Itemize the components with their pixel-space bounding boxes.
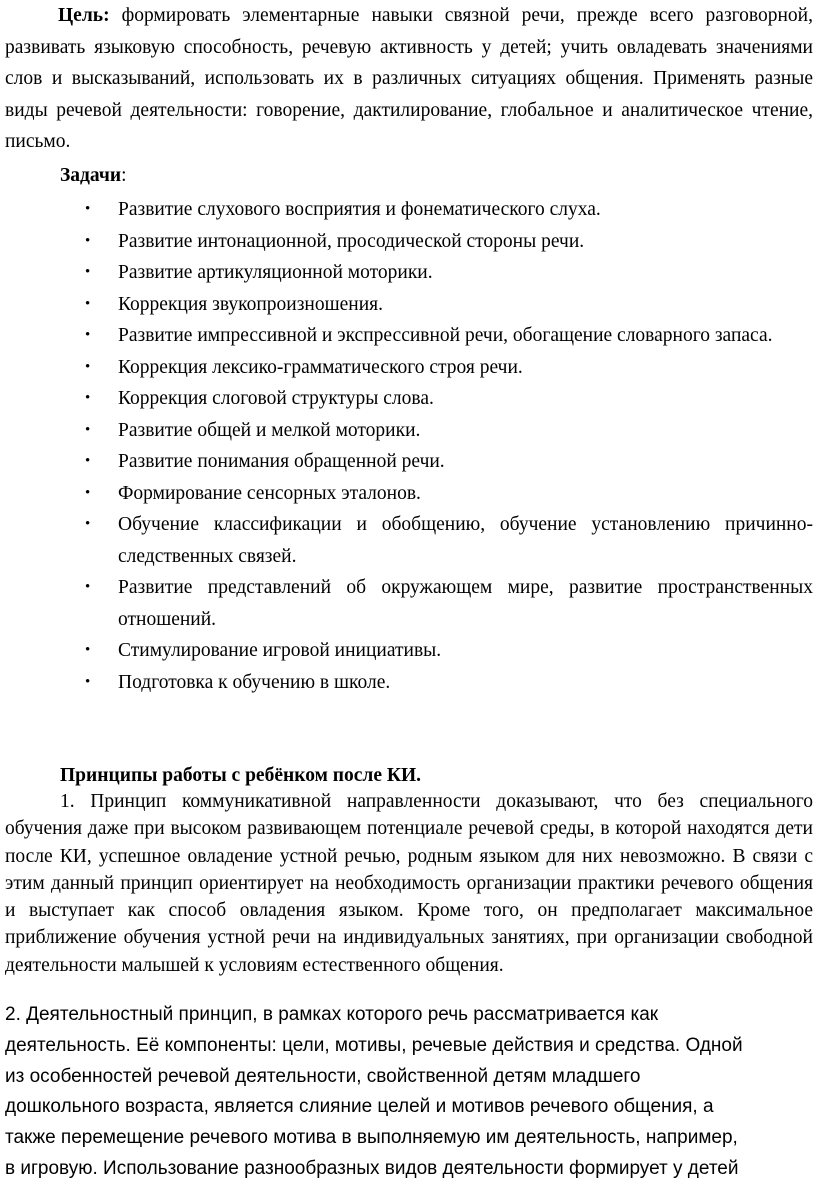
bullet-icon: • bbox=[85, 264, 91, 280]
list-item-text: Коррекция звукопроизношения. bbox=[118, 293, 384, 315]
list-item bbox=[0, 509, 816, 572]
list-item bbox=[0, 478, 816, 510]
tasks-list bbox=[0, 194, 816, 698]
list-item bbox=[0, 415, 816, 447]
list-item-text: Развитие интонационной, просодической стороны речи. bbox=[118, 230, 585, 252]
tasks-colon: : bbox=[121, 165, 127, 186]
list-item bbox=[0, 289, 816, 321]
list-item-text: Стимулирование игровой инициативы. bbox=[118, 640, 442, 661]
list-item-text: Развитие импрессивной и экспрессивной речи, обогащение словарного запаса. bbox=[118, 325, 773, 346]
list-item bbox=[0, 667, 816, 699]
bullet-icon: • bbox=[85, 390, 91, 406]
list-item bbox=[0, 194, 816, 226]
bullet-icon: • bbox=[85, 295, 91, 312]
list-item bbox=[0, 257, 816, 289]
list-item-text: Подготовка к обучению в школе. bbox=[118, 671, 391, 693]
goal-text: формировать элементарные навыки связной речи, прежде всего разговорной, развивать языковую способность, речевую активность у детей; учить овладевать значениями слов и высказываний, использовать их в различных ситуациях общения. Применять разные виды речевой деятельности: говорение, дактилирование, глобальное и аналитическое чтение, письмо. bbox=[5, 5, 813, 152]
principles-heading: Принципы работы с ребёнком после КИ. bbox=[60, 765, 422, 786]
list-item bbox=[0, 383, 816, 415]
bullet-icon: • bbox=[85, 453, 91, 469]
list-item bbox=[0, 226, 816, 258]
bullet-icon: • bbox=[85, 484, 91, 501]
list-item-text: Развитие представлений об окружающем мире, развитие пространственных отношений. bbox=[118, 577, 813, 630]
bullet-icon: • bbox=[85, 232, 91, 249]
list-item bbox=[0, 572, 816, 635]
list-item-text: Развитие слухового восприятия и фонематического слуха. bbox=[118, 199, 601, 220]
paragraph-line: из особенностей речевой деятельности, свойственной детям младшего bbox=[5, 1065, 641, 1087]
bullet-icon: • bbox=[85, 516, 91, 532]
bullet-icon: • bbox=[85, 358, 91, 375]
bullet-icon: • bbox=[85, 327, 91, 343]
bullet-icon: • bbox=[85, 579, 91, 595]
list-item-text: Обучение классификации и обобщению, обучение установлению причинно-следственных связей. bbox=[118, 514, 813, 567]
list-item bbox=[0, 446, 816, 478]
goal-paragraph bbox=[5, 0, 813, 158]
paragraph-line: дошкольного возраста, является слияние целей и мотивов речевого общения, а bbox=[5, 1096, 714, 1118]
tasks-label: Задачи bbox=[60, 165, 122, 186]
list-item-text: Формирование сенсорных эталонов. bbox=[118, 482, 421, 504]
goal-label: Цель: bbox=[58, 5, 110, 26]
paragraph-line: деятельность. Её компоненты: цели, мотивы, речевые действия и средства. Одной bbox=[5, 1034, 743, 1056]
list-item-text: Коррекция слоговой структуры слова. bbox=[118, 388, 434, 409]
bullet-icon: • bbox=[85, 421, 91, 438]
list-item-text: Развитие артикуляционной моторики. bbox=[118, 262, 433, 283]
principle-2-paragraph bbox=[5, 1000, 813, 1185]
bullet-icon: • bbox=[85, 642, 91, 658]
list-item-text: Коррекция лексико-грамматического строя речи. bbox=[118, 356, 523, 378]
list-item-text: Развитие общей и мелкой моторики. bbox=[118, 419, 421, 441]
paragraph-line: также перемещение речевого мотива в выполняемую им деятельность, например, bbox=[5, 1127, 738, 1149]
paragraph-line: 2. Деятельностный принцип, в рамках которого речь рассматривается как bbox=[5, 1004, 659, 1025]
list-item bbox=[0, 320, 816, 352]
tasks-heading bbox=[60, 160, 127, 191]
bullet-icon: • bbox=[85, 201, 91, 217]
list-item bbox=[0, 352, 816, 384]
principle-1-paragraph: 1. Принцип коммуникативной направленности доказывают, что без специального обучения даже при высоком развивающем потенциале речевой среды, в которой находятся дети после КИ, успешное овладение устной речью, родным языком для них невозможно. В связи с этим данный принцип ориентирует на необходимость организации практики речевого общения и выступает как способ овладения языком. Кроме того, он предполагает максимальное приближение обучения устной речи на индивидуальных занятиях, при организации свободной деятельности малышей к условиям естественного общения. bbox=[5, 791, 813, 976]
bullet-icon: • bbox=[85, 673, 91, 690]
list-item-text: Развитие понимания обращенной речи. bbox=[118, 451, 445, 472]
list-item bbox=[0, 635, 816, 667]
paragraph-line: в игровую. Использование разнообразных видов деятельности формирует у детей bbox=[5, 1157, 739, 1179]
